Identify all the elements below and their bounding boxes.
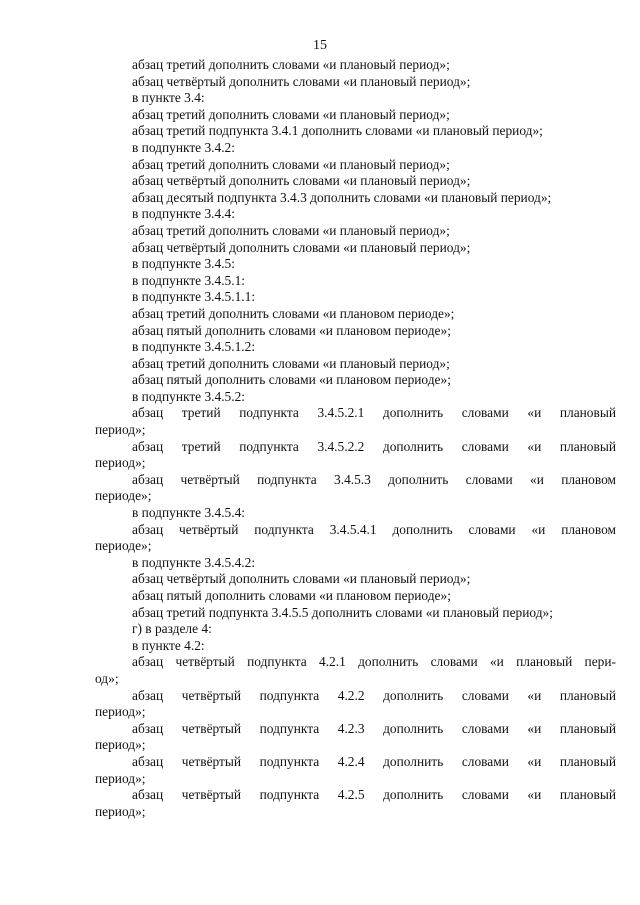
wrapped-paragraph <box>95 472 616 505</box>
paragraph-first-line: абзац четвёртый подпункта 4.2.3 дополнить словами «и плановый <box>132 720 616 736</box>
paragraph-first-line: абзац третий подпункта 3.4.5.2.2 дополнить словами «и плановый <box>132 438 616 454</box>
paragraph-first-line: абзац четвёртый подпункта 3.4.5.3 дополнить словами «и плановом <box>132 471 616 487</box>
paragraph-line: абзац третий дополнить словами «и плановый период»; <box>132 355 450 371</box>
paragraph-line: в подпункте 3.4.5: <box>132 256 235 272</box>
paragraph-line: в подпункте 3.4.5.1: <box>132 272 246 288</box>
wrapped-paragraph <box>95 522 616 555</box>
paragraph-line: в пункте 3.4: <box>132 90 205 106</box>
wrapped-paragraph <box>95 787 616 820</box>
document-body <box>95 57 616 820</box>
paragraph-line: абзац десятый подпункта 3.4.3 дополнить словами «и плановый период»; <box>132 189 552 205</box>
paragraph-line: в подпункте 3.4.4: <box>132 206 235 222</box>
paragraph-line: в подпункте 3.4.2: <box>132 139 235 155</box>
paragraph-first-line: абзац четвёртый подпункта 4.2.5 дополнить словами «и плановый <box>132 787 616 803</box>
paragraph-line: абзац четвёртый дополнить словами «и плановый период»; <box>132 173 471 189</box>
paragraph-line: абзац четвёртый дополнить словами «и плановый период»; <box>132 571 471 587</box>
paragraph-continuation: периоде»; <box>95 488 152 504</box>
wrapped-paragraph <box>95 654 616 687</box>
paragraph-line: абзац третий дополнить словами «и плановом периоде»; <box>132 305 455 321</box>
paragraph-continuation: период»; <box>95 455 146 471</box>
wrapped-paragraph <box>95 754 616 787</box>
paragraph-continuation: период»; <box>95 803 146 819</box>
paragraph-line: абзац третий дополнить словами «и плановый период»; <box>132 222 450 238</box>
paragraph-continuation: период»; <box>95 770 146 786</box>
paragraph-line: абзац третий дополнить словами «и плановый период»; <box>132 57 450 72</box>
paragraph-line: в подпункте 3.4.5.2: <box>132 388 246 404</box>
paragraph-line: абзац пятый дополнить словами «и плановом периоде»; <box>132 322 451 338</box>
paragraph-first-line: абзац третий подпункта 3.4.5.2.1 дополнить словами «и плановый <box>132 405 616 421</box>
paragraph-first-line: абзац четвёртый подпункта 4.2.2 дополнить словами «и плановый <box>132 687 616 703</box>
paragraph-line: абзац четвёртый дополнить словами «и плановый период»; <box>132 239 471 255</box>
paragraph-line: абзац пятый дополнить словами «и плановом периоде»; <box>132 372 451 388</box>
wrapped-paragraph <box>95 721 616 754</box>
paragraph-line: абзац третий подпункта 3.4.5.5 дополнить словами «и плановый период»; <box>132 604 553 620</box>
paragraph-line: абзац третий дополнить словами «и плановый период»; <box>132 156 450 172</box>
page-number: 15 <box>313 38 327 53</box>
paragraph-line: г) в разделе 4: <box>132 621 212 637</box>
wrapped-paragraph <box>95 439 616 472</box>
paragraph-continuation: од»; <box>95 670 119 686</box>
paragraph-first-line: абзац четвёртый подпункта 4.2.4 дополнить словами «и плановый <box>132 753 616 769</box>
paragraph-continuation: период»; <box>95 704 146 720</box>
paragraph-line: абзац третий подпункта 3.4.1 дополнить словами «и плановый период»; <box>132 123 543 139</box>
paragraph-continuation: период»; <box>95 737 146 753</box>
wrapped-paragraph <box>95 405 616 438</box>
paragraph-continuation: период»; <box>95 422 146 438</box>
paragraph-first-line: абзац четвёртый подпункта 3.4.5.4.1 дополнить словами «и плановом <box>132 521 616 537</box>
paragraph-line: в подпункте 3.4.5.1.2: <box>132 339 256 355</box>
paragraph-line: в подпункте 3.4.5.1.1: <box>132 289 256 305</box>
paragraph-line: в подпункте 3.4.5.4.2: <box>132 554 256 570</box>
paragraph-line: абзац третий дополнить словами «и плановый период»; <box>132 106 450 122</box>
paragraph-line: абзац четвёртый дополнить словами «и плановый период»; <box>132 73 471 89</box>
paragraph-first-line: абзац четвёртый подпункта 4.2.1 дополнить словами «и плановый пери- <box>132 654 616 670</box>
paragraph-line: в подпункте 3.4.5.4: <box>132 505 246 521</box>
wrapped-paragraph <box>95 688 616 721</box>
paragraph-line: в пункте 4.2: <box>132 637 205 653</box>
paragraph-line: абзац пятый дополнить словами «и плановом периоде»; <box>132 588 451 603</box>
paragraph-continuation: периоде»; <box>95 538 152 554</box>
